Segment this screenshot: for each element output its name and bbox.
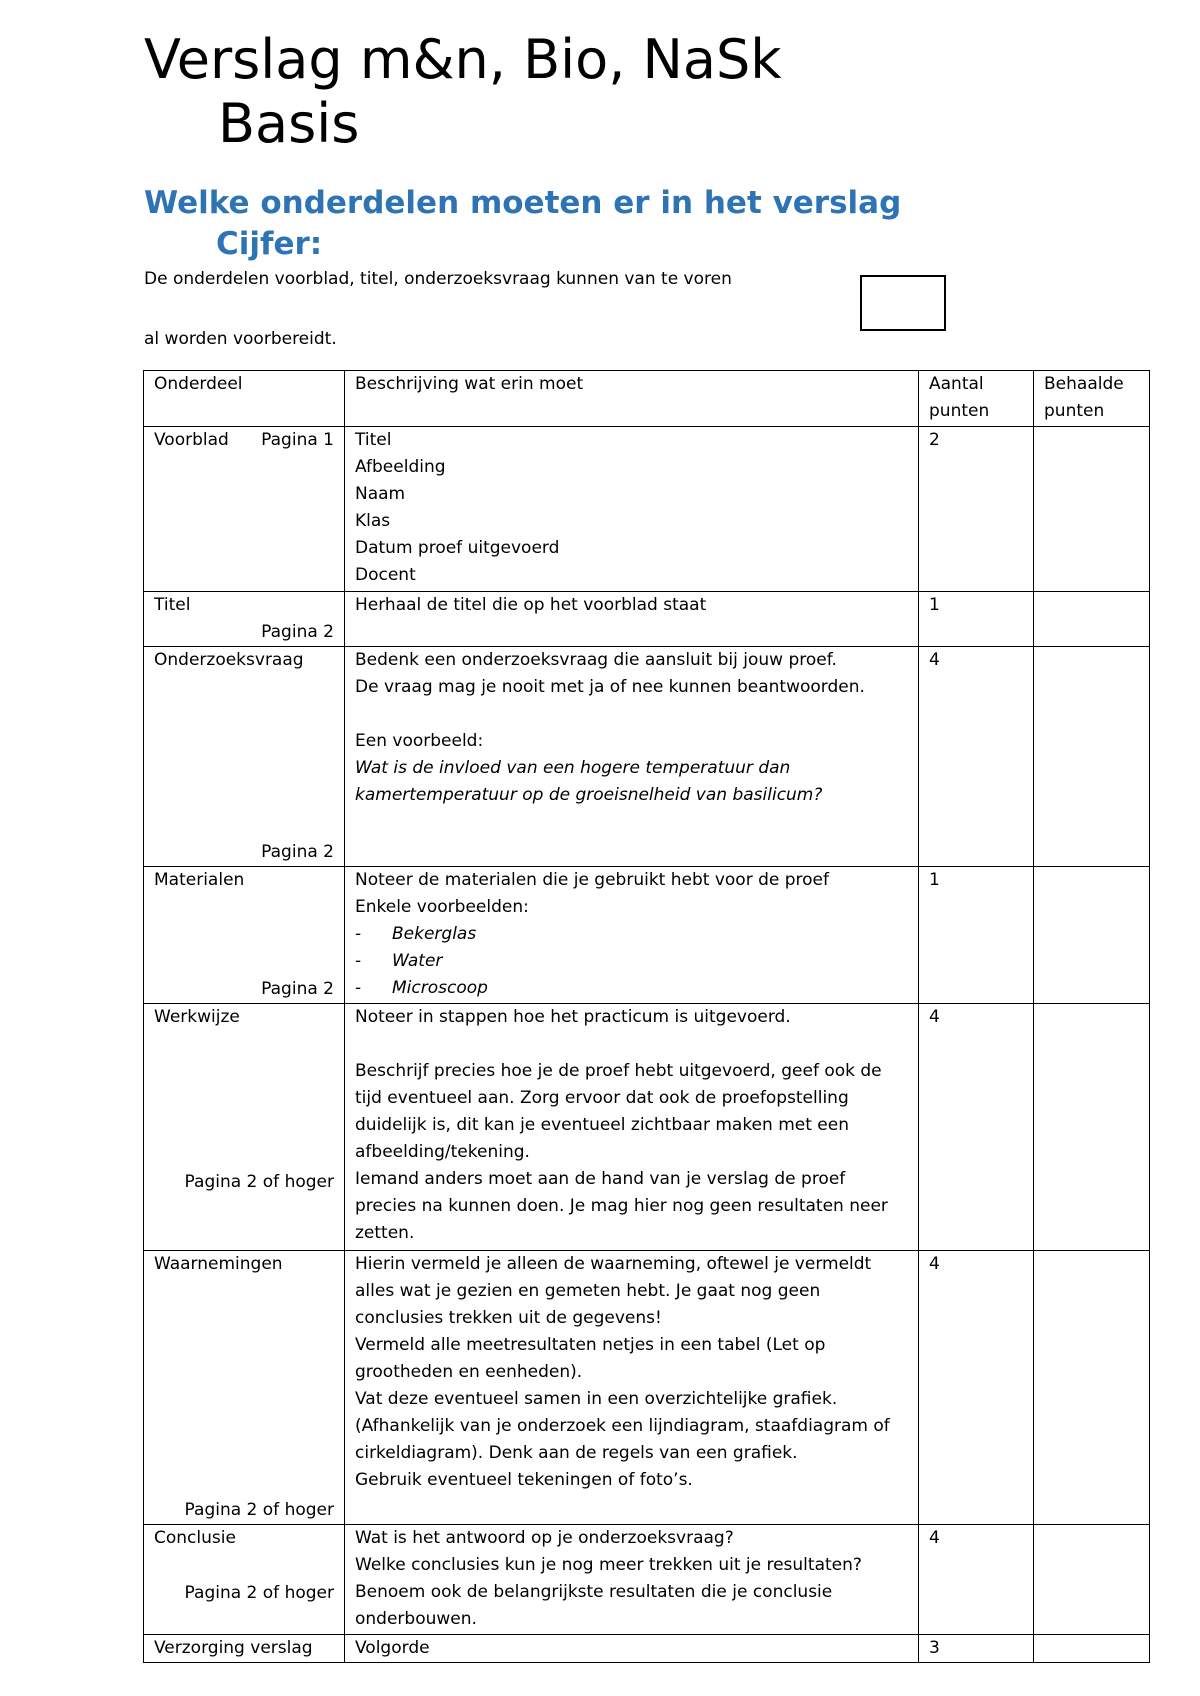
header-points: Aantal punten [919, 371, 1034, 427]
intro-text-line-1: De onderdelen voorblad, titel, onderzoeksvraag kunnen van te voren [144, 269, 732, 289]
description-line: Een voorbeeld: [355, 731, 484, 751]
description-paragraph: Gebruik eventueel tekeningen of foto’s. [355, 1470, 693, 1490]
description-paragraph: Hierin vermeld je alleen de waarneming, oftewel je vermeldt alles wat je gezien en gemeten hebt. Je gaat nog geen conclusies trekken uit de gegevens! [355, 1254, 872, 1328]
table-row [144, 427, 1150, 592]
description-line: De vraag mag je nooit met ja of nee kunnen beantwoorden. [355, 677, 865, 697]
table-header-row [144, 371, 1150, 427]
points-cell: 4 [919, 1251, 1034, 1525]
description-paragraph: Beschrijf precies hoe je de proef hebt uitgevoerd, geef ook de tijd eventueel aan. Zorg ervoor dat ook de proefopstelling duidelijk is, dit kan je eventueel zichtbaar maken met een afbeelding/tekening. [355, 1061, 882, 1162]
points-cell: 2 [919, 427, 1034, 592]
title-line-2: Basis [218, 92, 360, 155]
bullet-item: - Water [355, 948, 908, 975]
description-line: Noteer in stappen hoe het practicum is uitgevoerd. [355, 1007, 791, 1027]
description-line: Datum proef uitgevoerd [355, 538, 560, 558]
part-name: Conclusie [154, 1528, 236, 1548]
table-row [144, 1251, 1150, 1525]
part-name: Werkwijze [154, 1007, 240, 1027]
page-ref: Pagina 2 of hoger [184, 1500, 334, 1520]
description-cell [345, 1251, 919, 1525]
table-row [144, 647, 1150, 867]
earned-cell[interactable] [1034, 1635, 1150, 1663]
table-row [144, 1525, 1150, 1635]
description-line [355, 1031, 908, 1058]
earned-cell[interactable] [1034, 867, 1150, 1004]
description-cell [345, 867, 919, 1004]
description-cell [345, 1004, 919, 1251]
description-paragraph: Benoem ook de belangrijkste resultaten die je conclusie onderbouwen. [355, 1582, 833, 1629]
header-description: Beschrijving wat erin moet [345, 371, 919, 427]
table-row [144, 592, 1150, 647]
description-cell [345, 647, 919, 867]
description-line: Bedenk een onderzoeksvraag die aansluit bij jouw proef. [355, 650, 837, 670]
bullet-item: - Bekerglas [355, 921, 908, 948]
description-line: Afbeelding [355, 457, 446, 477]
part-cell [144, 592, 345, 647]
description-cell [345, 1525, 919, 1635]
page-ref: Pagina 2 [261, 842, 334, 862]
description-line: Welke conclusies kun je nog meer trekken uit je resultaten? [355, 1555, 862, 1575]
header-earned: Behaalde punten [1034, 371, 1150, 427]
description-cell [345, 1635, 919, 1663]
description-paragraph: Iemand anders moet aan de hand van je verslag de proef precies na kunnen doen. Je mag hier nog geen resultaten neer zetten. [355, 1169, 888, 1243]
bullet-item: - Microscoop [355, 975, 908, 1002]
description-paragraph: Vermeld alle meetresultaten netjes in een tabel (Let op grootheden en eenheden). [355, 1335, 826, 1382]
points-cell: 1 [919, 592, 1034, 647]
description-line: Noteer de materialen die je gebruikt hebt voor de proef [355, 870, 829, 890]
rubric-table [143, 370, 1150, 1663]
description-line: Docent [355, 565, 416, 585]
points-cell: 4 [919, 647, 1034, 867]
part-name: Titel [154, 595, 191, 615]
part-cell [144, 427, 345, 592]
description-line: Titel [355, 430, 392, 450]
earned-cell[interactable] [1034, 1251, 1150, 1525]
description-cell [345, 592, 919, 647]
part-cell [144, 1004, 345, 1251]
title-line-1: Verslag m&n, Bio, NaSk [144, 28, 782, 91]
earned-cell[interactable] [1034, 1525, 1150, 1635]
part-cell: Verzorging verslag [144, 1635, 345, 1663]
earned-cell[interactable] [1034, 592, 1150, 647]
example-question: Wat is de invloed van een hogere temperatuur dan kamertemperatuur op de groeisnelheid van basilicum? [355, 758, 823, 805]
document-title [144, 28, 782, 156]
grade-box[interactable] [860, 275, 946, 331]
part-cell [144, 867, 345, 1004]
part-cell [144, 647, 345, 867]
points-cell: 1 [919, 867, 1034, 1004]
part-name: Waarnemingen [154, 1254, 283, 1274]
description-line [355, 701, 908, 728]
part-name: Voorblad [154, 430, 229, 450]
description-paragraph: Vat deze eventueel samen in een overzichtelijke grafiek. (Afhankelijk van je onderzoek een lijndiagram, staafdiagram of cirkeldiagram). Denk aan de regels van een grafiek. [355, 1389, 890, 1463]
table-row [144, 1635, 1150, 1663]
earned-cell[interactable] [1034, 1004, 1150, 1251]
description-line: Enkele voorbeelden: [355, 897, 529, 917]
page-ref: Pagina 2 of hoger [184, 1172, 334, 1192]
earned-cell[interactable] [1034, 647, 1150, 867]
page-ref: Pagina 2 of hoger [184, 1583, 334, 1603]
heading-line-1: Welke onderdelen moeten er in het verslag [144, 185, 902, 221]
description-line: Klas [355, 511, 391, 531]
page-ref: Pagina 2 [261, 979, 334, 999]
part-name: Materialen [154, 870, 245, 890]
table-row [144, 867, 1150, 1004]
intro-text-line-2: al worden voorbereidt. [144, 329, 337, 349]
earned-cell[interactable] [1034, 427, 1150, 592]
description-line: Wat is het antwoord op je onderzoeksvraag? [355, 1528, 734, 1548]
page-ref: Pagina 2 [261, 622, 334, 642]
page-ref: Pagina 1 [261, 430, 334, 450]
description-line: Naam [355, 484, 406, 504]
description-line: Volgorde [355, 1638, 430, 1658]
points-cell: 4 [919, 1525, 1034, 1635]
grade-label: Cijfer: [216, 226, 323, 262]
section-heading [144, 183, 901, 265]
part-cell [144, 1525, 345, 1635]
part-cell [144, 1251, 345, 1525]
description-cell [345, 427, 919, 592]
points-cell: 3 [919, 1635, 1034, 1663]
description-line: Herhaal de titel die op het voorblad staat [355, 595, 707, 615]
part-name: Onderzoeksvraag [154, 650, 304, 670]
header-part: Onderdeel [144, 371, 345, 427]
points-cell: 4 [919, 1004, 1034, 1251]
table-row [144, 1004, 1150, 1251]
